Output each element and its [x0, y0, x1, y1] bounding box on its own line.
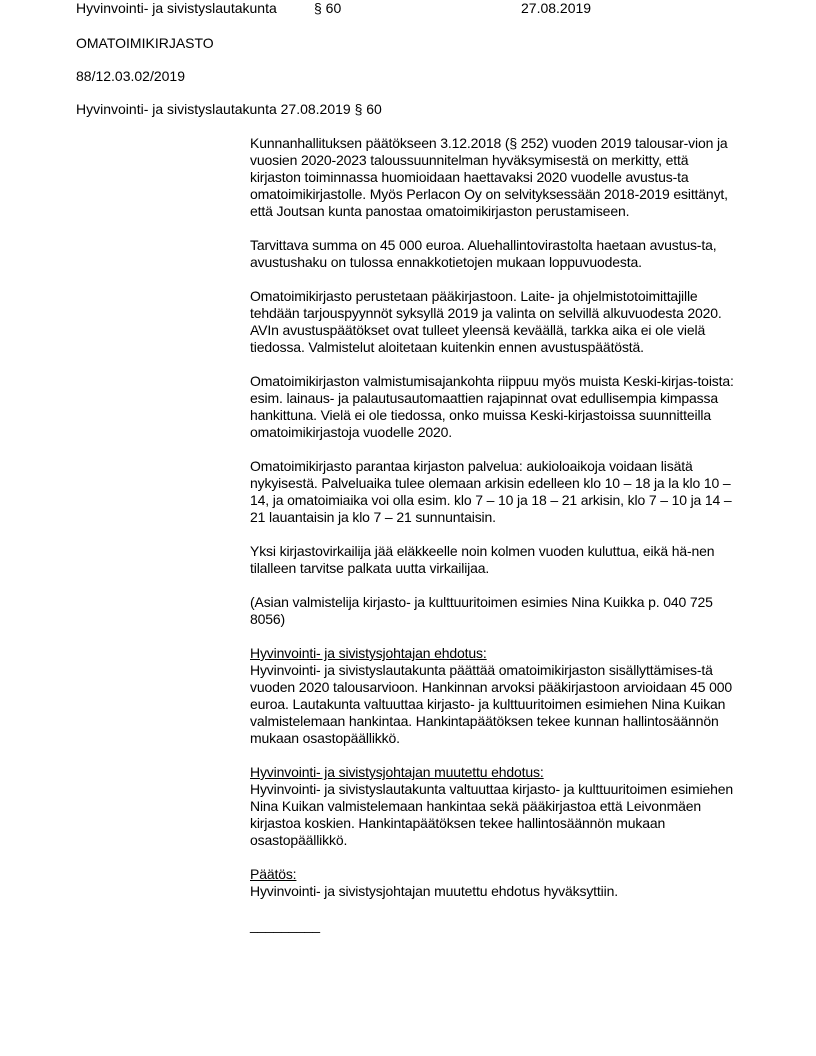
document-body — [250, 135, 738, 917]
proposal-section — [250, 645, 738, 747]
decision-heading: Päätös: — [250, 866, 297, 882]
modified-proposal-heading: Hyvinvointi- ja sivistysjohtajan muutettu ehdotus: — [250, 764, 544, 780]
paragraph-6: Yksi kirjastovirkailija jää eläkkeelle noin kolmen vuoden kuluttua, eikä hä-nen tilalleen tarvitse palkata uutta virkailijaa. — [250, 543, 715, 576]
signature-line: _________ — [250, 917, 321, 933]
paragraph-3: Omatoimikirjasto perustetaan pääkirjastoon. Laite- ja ohjelmistotoimittajille tehdään tarjouspyynnöt syksyllä 2019 ja valinta on selvillä alkuvuodesta 2020. AVIn avustuspäätökset ovat tulleet yleensä keväällä, tarkka aika ei ole vielä tiedossa. Valmistelut aloitetaan kuitenkin ennen avustuspäätöstä. — [250, 288, 722, 355]
paragraph-2: Tarvittava summa on 45 000 euroa. Aluehallintovirastolta haetaan avustus-ta, avustushaku on tulossa ennakkotietojen mukaan loppuvuodesta. — [250, 237, 717, 270]
meeting-line: Hyvinvointi- ja sivistyslautakunta 27.08.2019 § 60 — [76, 101, 382, 117]
paragraph-4: Omatoimikirjaston valmistumisajankohta riippuu myös muista Keski-kirjas-toista: esim. lainaus- ja palautusautomaattien rajapinnat ovat edullisempia kimpassa hankittuna. Vielä ei ole tiedossa, onko muissa Keski-kirjastoissa suunnitteilla omatoimikirjastoja vuodelle 2020. — [250, 373, 734, 440]
proposal-heading: Hyvinvointi- ja sivistysjohtajan ehdotus: — [250, 645, 487, 661]
paragraph-5: Omatoimikirjasto parantaa kirjaston palvelua: aukioloaikoja voidaan lisätä nykyisestä. Palveluaika tulee olemaan arkisin edelleen klo 10 – 18 ja la klo 10 – 14, ja omatoimiaika voi olla esim. klo 7 – 10 ja 18 – 21 arkisin, klo 7 – 10 ja 14 – 21 lauantaisin ja klo 7 – 21 sunnuntaisin. — [250, 458, 732, 525]
decision-section — [250, 866, 738, 900]
header-section: § 60 — [314, 0, 342, 16]
record-number: 88/12.03.02/2019 — [76, 68, 185, 84]
decision-text: Hyvinvointi- ja sivistysjohtajan muutettu ehdotus hyväksyttiin. — [250, 883, 618, 899]
subject-title: OMATOIMIKIRJASTO — [76, 35, 214, 51]
paragraph-7: (Asian valmistelija kirjasto- ja kulttuuritoimen esimies Nina Kuikka p. 040 725 8056) — [250, 594, 713, 627]
proposal-text: Hyvinvointi- ja sivistyslautakunta päättää omatoimikirjaston sisällyttämises-tä vuoden 2020 talousarvioon. Hankinnan arvoksi pääkirjastoon arvioidaan 45 000 euroa. Lautakunta valtuuttaa kirjasto- ja kulttuuritoimen esimiehen Nina Kuikan valmistelemaan hankintaa. Hankintapäätöksen tekee kunnan hallintosäännön mukaan osastopäällikkö. — [250, 662, 733, 746]
modified-proposal-text: Hyvinvointi- ja sivistyslautakunta valtuuttaa kirjasto- ja kulttuuritoimen esimiehen Nina Kuikan valmistelemaan hankintaa sekä pääkirjastoa että Leivonmäen kirjastoa koskien. Hankintapäätöksen tekee hallintosäännön mukaan osastopäällikkö. — [250, 781, 734, 848]
header-board: Hyvinvointi- ja sivistyslautakunta — [76, 0, 277, 16]
modified-proposal-section — [250, 764, 738, 849]
paragraph-1: Kunnanhallituksen päätökseen 3.12.2018 (§ 252) vuoden 2019 talousar-vion ja vuosien 2020-2023 taloussuunnitelman hyväksymisestä on merkitty, että kirjaston toiminnassa huomioidaan haettavaksi 2020 vuodelle avustus-ta omatoimikirjastolle. Myös Perlacon Oy on selvityksessään 2018-2019 esittänyt, että Joutsan kunta panostaa omatoimikirjaston perustamiseen. — [250, 135, 728, 219]
header-date: 27.08.2019 — [521, 0, 592, 16]
document-header — [76, 0, 636, 18]
